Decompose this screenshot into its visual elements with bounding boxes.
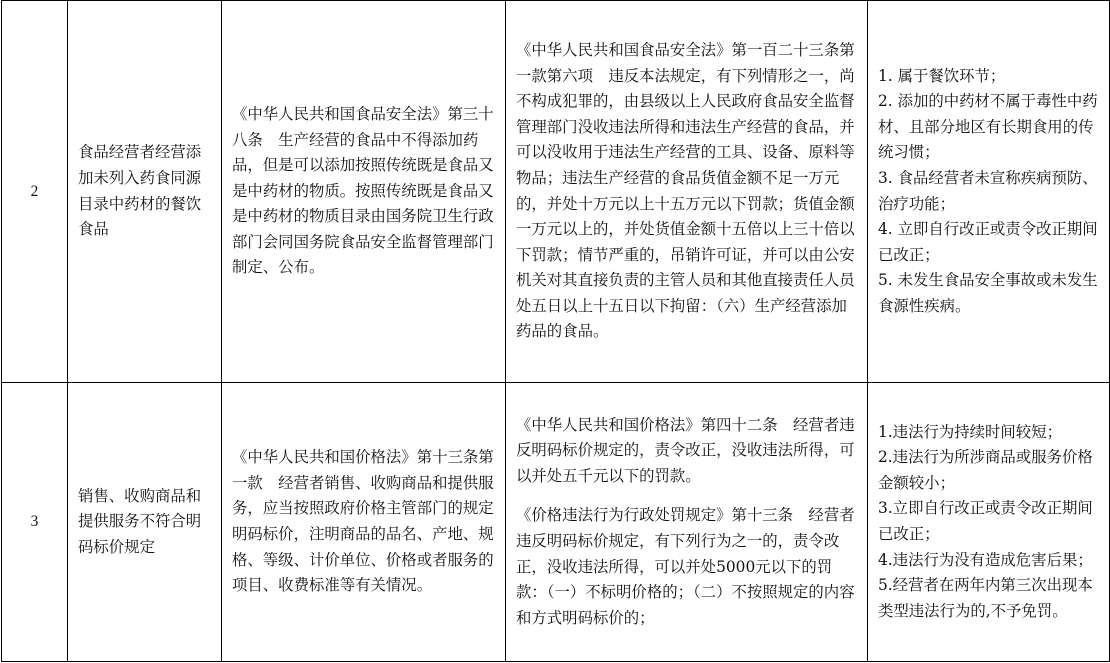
row-number: 2 — [2, 1, 68, 383]
condition-item: 1. 属于餐饮环节； — [878, 66, 1006, 85]
condition-item: 4. 立即自行改正或责令改正期间已改正； — [878, 220, 1098, 264]
condition-item: 2. 添加的中药材不属于毒性中药材、且部分地区有长期食用的传统习惯； — [878, 92, 1098, 162]
legal-basis: 《中华人民共和国价格法》第十三条第一款 经营者销售、收购商品和提供服务，应当按照政府价格主管部门的规定明码标价，注明商品的品名、产地、规格、等级、计价单位、价格或者服务的项目、收费标准等有关情况。 — [222, 383, 506, 662]
row-number: 3 — [2, 383, 68, 662]
violation-description: 销售、收购商品和提供服务不符合明码标价规定 — [68, 383, 222, 662]
condition-item: 3.立即自行改正或责令改正期间已改正； — [878, 499, 1093, 543]
condition-item: 2.违法行为所涉商品或服务价格金额较小； — [878, 448, 1093, 492]
legal-basis: 《中华人民共和国食品安全法》第三十八条 生产经营的食品中不得添加药品，但是可以添加按照传统既是食品又是中药材的物质。按照传统既是食品又是中药材的物质目录由国务院卫生行政部门会同国务院食品安全监督管理部门制定、公布。 — [222, 1, 506, 383]
condition-item: 5. 未发生食品安全事故或未发生食源性疾病。 — [878, 271, 1098, 315]
penalty-provision: 《中华人民共和国食品安全法》第一百二十三条第一款第六项 违反本法规定，有下列情形之一，尚不构成犯罪的，由县级以上人民政府食品安全监督管理部门没收违法所得和违法生产经营的食品，并可以没收用于违法生产经营的工具、设备、原料等物品；违法生产经营的食品货值金额不足一万元的，并处十万元以上十五万元以下罚款；货值金额一万元以上的，并处货值金额十五倍以上三十倍以下罚款；情节严重的，吊销许可证，并可以由公安机关对其直接负责的主管人员和其他直接责任人员处五日以上十五日以下拘留：（六）生产经营添加药品的食品。 — [506, 1, 868, 383]
condition-item: 5.经营者在两年内第三次出现本类型违法行为的,不予免罚。 — [878, 576, 1093, 620]
condition-item: 3. 食品经营者未宣称疾病预防、治疗功能； — [878, 168, 1098, 213]
violation-description: 食品经营者经营添加未列入药食同源目录中药材的餐饮食品 — [68, 1, 222, 383]
table-row — [2, 383, 1110, 662]
penalty-paragraph: 《中华人民共和国价格法》第四十二条 经营者违反明码标价规定的，责令改正，没收违法所得，可以并处五千元以下的罚款。 — [516, 415, 855, 485]
exemption-conditions — [868, 383, 1110, 662]
legal-provisions-table — [1, 0, 1110, 662]
exemption-conditions — [868, 1, 1110, 383]
penalty-paragraph: 《价格违法行为行政处罚规定》第十三条 经营者违反明码标价规定，有下列行为之一的，责令改正，没收违法所得，可以并处5000元以下的罚款：（一）不标明价格的；（二）不按照规定的内容和方式明码标价的； — [516, 506, 855, 627]
condition-item: 4.违法行为没有造成危害后果； — [878, 550, 1093, 569]
penalty-provision — [506, 383, 868, 662]
table-row — [2, 1, 1110, 383]
condition-item: 1.违法行为持续时间较短； — [878, 422, 1062, 441]
paragraph-gap — [516, 489, 857, 503]
